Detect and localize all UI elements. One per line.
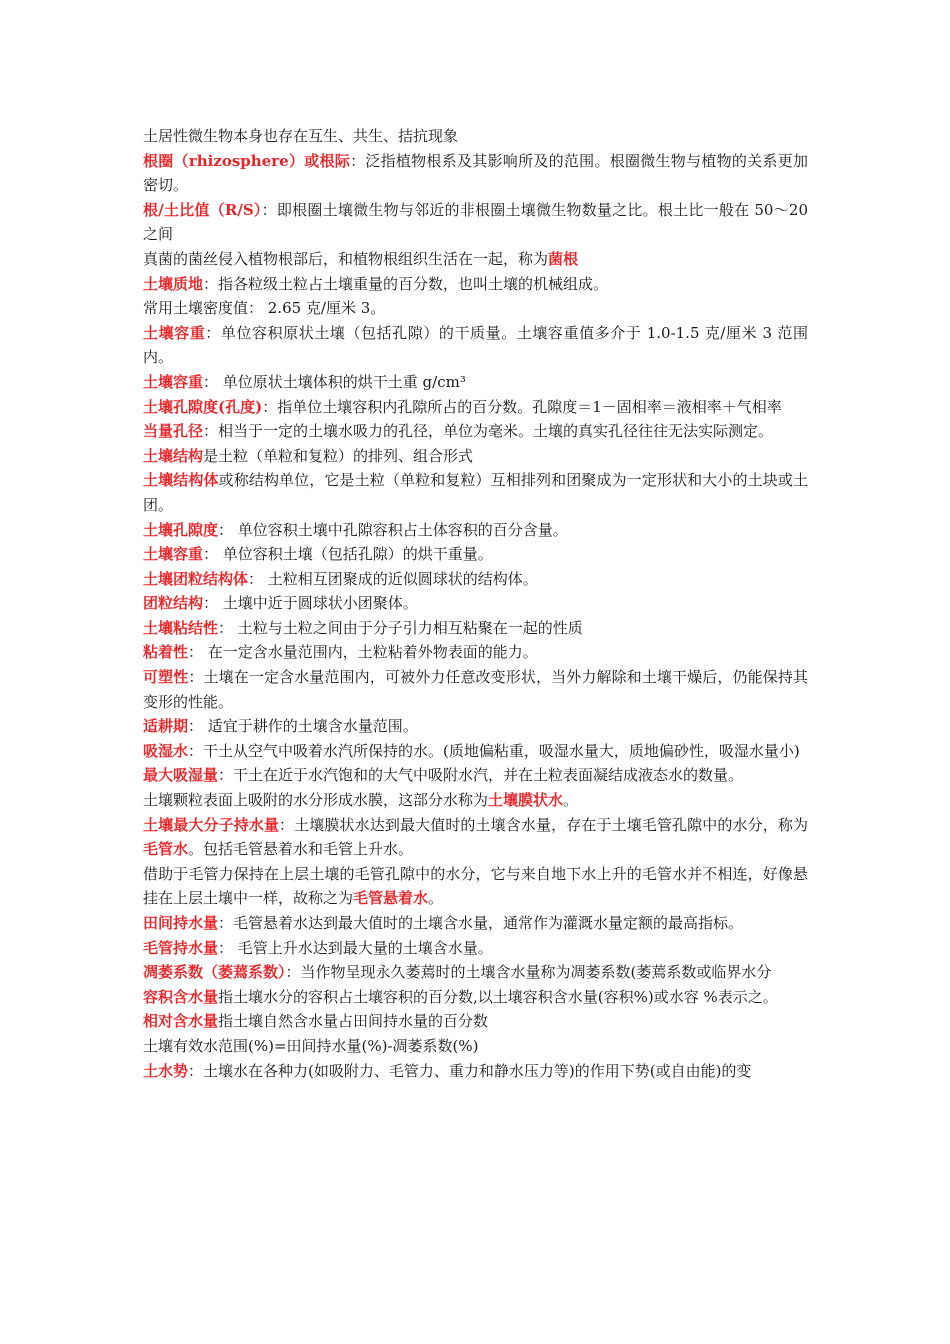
definition-text: 土壤颗粒表面上吸附的水分形成水膜，这部分水称为: [143, 791, 489, 810]
definition-paragraph: [143, 1034, 808, 1059]
definition-text: 是土粒（单粒和复粒）的排列、组合形式: [203, 446, 474, 465]
definition-paragraph: [143, 567, 808, 592]
term-label: 土壤容重: [143, 323, 206, 342]
definition-paragraph: [143, 960, 808, 985]
definition-text: ： 土壤中近于圆球状小团聚体。: [203, 594, 418, 613]
definition-paragraph: [143, 395, 808, 420]
definition-text: ： 土粒与土粒之间由于分子引力相互粘聚在一起的性质: [218, 618, 583, 637]
definition-text: ：土壤在一定含水量范围内，可被外力任意改变形状，当外力解除和土壤干燥后，仍能保持其变形的性能。: [143, 668, 808, 711]
term-label: 凋萎系数（萎蔫系数）: [143, 963, 286, 982]
definition-text: ：土壤膜状水达到最大值时的土壤含水量，存在于土壤毛管孔隙中的水分，称为: [279, 815, 808, 834]
definition-paragraph: [143, 321, 808, 370]
definition-text: 或称结构单位，它是土粒（单粒和复粒）互相排列和团聚成为一定形状和大小的土块或土团。: [143, 471, 808, 514]
highlighted-term: 菌根: [548, 249, 579, 268]
definition-text: 真菌的菌丝侵入植物根部后，和植物根组织生活在一起，称为: [143, 249, 549, 268]
definition-text: ：泛指植物根系及其影响所及的范围。根圈微生物与植物的关系更加密切。: [143, 151, 809, 195]
term-label: 土壤最大分子持水量: [143, 815, 280, 834]
term-label: 根/土比值（R/S）: [143, 200, 262, 219]
definition-text: ：毛管悬着水达到最大值时的土壤含水量，通常作为灌溉水量定额的最高指标。: [218, 914, 744, 932]
term-label: 可塑性: [143, 668, 189, 687]
definition-paragraph: [143, 247, 808, 272]
definition-text: ：干土从空气中吸着水汽所保持的水。(质地偏粘重，吸湿水量大，质地偏砂性，吸湿水量小): [188, 741, 800, 760]
definition-text: 借助于毛管力保持在上层土壤的毛管孔隙中的水分，它与来自地下水上升的毛管水并不相连，好像悬挂在上层土壤中一样，故称之为: [143, 864, 808, 908]
term-label: 土壤孔隙度(孔度): [143, 397, 263, 416]
definition-paragraph: [143, 616, 808, 641]
definition-tail-text: 。包括毛管悬着水和毛管上升水。: [188, 840, 414, 859]
definition-text: ： 单位容积土壤（包括孔隙）的烘干重量。: [203, 545, 493, 564]
definition-paragraph: [143, 862, 808, 911]
term-label: 最大吸湿量: [143, 766, 219, 785]
definition-text: 常用土壤密度值： 2.65 克/厘米 3。: [143, 299, 386, 318]
definition-text: 土居性微生物本身也存在互生、共生、拮抗现象: [143, 127, 459, 145]
term-label: 土壤结构体: [143, 471, 219, 490]
definition-paragraph: [143, 468, 808, 517]
definition-paragraph: [143, 1059, 808, 1084]
definition-text: ： 适宜于耕作的土壤含水量范围。: [188, 717, 418, 736]
term-label: 毛管持水量: [143, 938, 219, 957]
highlighted-term: 土壤膜状水: [488, 791, 564, 810]
definition-paragraph: [143, 911, 808, 936]
definition-text: ： 土粒相互团聚成的近似圆球状的结构体。: [248, 569, 538, 588]
definition-text: 指土壤水分的容积占土壤容积的百分数,以土壤容积含水量(容积%)或水容 %表示之。: [218, 987, 778, 1006]
document-body: [143, 124, 808, 1083]
definition-tail-text: 。: [428, 889, 444, 908]
term-label: 粘着性: [143, 643, 189, 662]
term-label: 土壤团粒结构体: [143, 569, 249, 588]
definition-paragraph: [143, 813, 808, 862]
definition-paragraph: [143, 198, 808, 247]
definition-text: 指土壤自然含水量占田间持水量的百分数: [218, 1012, 489, 1031]
definition-paragraph: [143, 542, 808, 567]
term-label: 土壤粘结性: [143, 618, 219, 637]
definition-paragraph: [143, 272, 808, 297]
definition-paragraph: [143, 640, 808, 665]
definition-paragraph: [143, 763, 808, 788]
term-label: 土壤孔隙度: [143, 520, 219, 539]
definition-paragraph: [143, 714, 808, 739]
highlighted-term: 毛管水: [143, 840, 189, 859]
definition-paragraph: [143, 370, 808, 395]
definition-text: ：指单位土壤容积内孔隙所占的百分数。孔隙度＝1－固相率＝液相率＋气相率: [262, 397, 782, 416]
definition-text: ：相当于一定的土壤水吸力的孔径，单位为毫米。土壤的真实孔径往往无法实际测定。: [203, 422, 774, 441]
term-label: 相对含水量: [143, 1012, 219, 1031]
definition-paragraph: [143, 444, 808, 469]
definition-paragraph: [143, 296, 808, 321]
term-label: 土壤质地: [143, 274, 204, 293]
highlighted-term: 毛管悬着水: [353, 889, 429, 908]
definition-paragraph: [143, 419, 808, 444]
definition-paragraph: [143, 936, 808, 961]
definition-text: ： 单位原状土壤体积的烘干土重 g/cm³: [203, 372, 466, 391]
definition-paragraph: [143, 124, 808, 149]
term-label: 土壤容重: [143, 372, 204, 391]
term-label: 团粒结构: [143, 594, 204, 613]
definition-paragraph: [143, 665, 808, 714]
definition-paragraph: [143, 788, 808, 813]
definition-text: ：指各粒级土粒占土壤重量的百分数，也叫土壤的机械组成。: [203, 274, 609, 293]
definition-text: 土壤有效水范围(%)=田间持水量(%)-凋萎系数(%): [143, 1036, 479, 1055]
definition-paragraph: [143, 591, 808, 616]
term-label: 土壤容重: [143, 545, 204, 564]
definition-paragraph: [143, 1009, 808, 1034]
definition-text: ： 在一定含水量范围内，土粒粘着外物表面的能力。: [188, 643, 538, 662]
definition-text: ：即根圈土壤微生物与邻近的非根圈土壤微生物数量之比。根土比一般在 50～20 之间: [143, 200, 808, 244]
definition-text: ： 毛管上升水达到最大量的土壤含水量。: [218, 938, 493, 957]
term-label: 容积含水量: [143, 987, 219, 1006]
term-label: 根圈（rhizosphere）或根际: [143, 151, 351, 170]
definition-text: ： 单位容积土壤中孔隙容积占土体容积的百分含量。: [218, 520, 568, 539]
definition-text: ：土壤水在各种力(如吸附力、毛管力、重力和静水压力等)的作用下势(或自由能)的变: [188, 1061, 752, 1080]
term-label: 土壤结构: [143, 446, 204, 465]
definition-paragraph: [143, 149, 808, 198]
definition-text: ：干土在近于水汽饱和的大气中吸附水汽，并在土粒表面凝结成液态水的数量。: [218, 766, 744, 785]
definition-text: ：单位容积原状土壤（包括孔隙）的干质量。土壤容重值多介于 1.0-1.5 克/厘米 3 范围内。: [143, 323, 808, 367]
definition-paragraph: [143, 518, 808, 543]
term-label: 田间持水量: [143, 914, 219, 932]
definition-text: ：当作物呈现永久萎蔫时的土壤含水量称为凋萎系数(萎蔫系数或临界水分: [285, 963, 772, 982]
definition-paragraph: [143, 739, 808, 764]
term-label: 吸湿水: [143, 741, 189, 760]
term-label: 当量孔径: [143, 422, 204, 441]
term-label: 土水势: [143, 1061, 189, 1080]
definition-tail-text: 。: [563, 791, 579, 810]
term-label: 适耕期: [143, 717, 189, 736]
definition-paragraph: [143, 985, 808, 1010]
